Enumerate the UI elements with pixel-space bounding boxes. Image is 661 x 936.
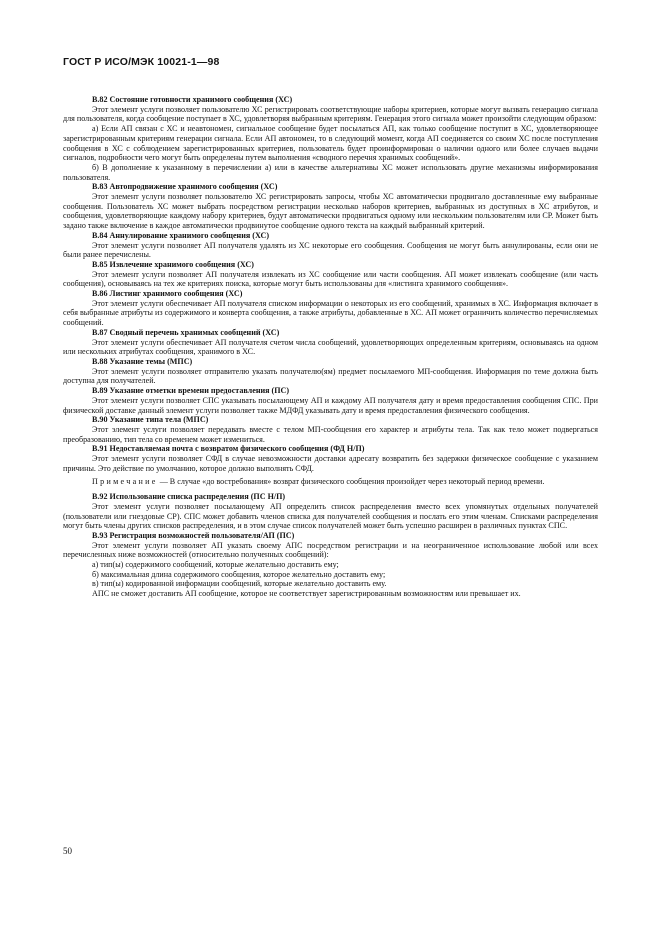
list-item: б) максимальная длина содержимого сообщения, которое желательно доставить ему; (92, 569, 386, 579)
document-body (63, 95, 598, 599)
section-heading: В.83 Автопродвижение хранимого сообщения (ХС) (92, 182, 278, 192)
paragraph: Этот элемент услуги позволяет передавать вместе с телом МП-сообщения его характер и атрибуты тела. Так как тело может подвергаться преобразованию, тип тела со временем может измениться. (63, 424, 598, 444)
section-b85 (63, 260, 598, 289)
section-heading: В.84 Аннулирование хранимого сообщения (ХС) (92, 230, 270, 240)
paragraph: Этот элемент услуги позволяет АП получателя извлекать из ХС сообщение или части сообщения. АП может извлекать сообщение (или часть сообщения), основываясь на тех же критериях поиска, которые могут быть использованы для «листинга хранимого сообщения». (63, 269, 598, 289)
section-heading: В.82 Состояние готовности хранимого сообщения (ХС) (92, 95, 293, 104)
paragraph: Этот элемент услуги позволяет пользователю ХС регистрировать запросы, чтобы ХС автоматически продвигало доставленные ему выбранные сообщения. Пользователь ХС может выбрать посредством регистрации несколько наборов критериев, выбранных из доступных в ХС атрибутов, и сообщения, удовлетворяющие каждому набору критериев, будут автоматически продвигаться одному или нескольким пользователям или СР. Может быть задано также включение в каждое автоматически продвинутое сообщение одного текста на каждый выбранный критерий. (63, 192, 598, 231)
section-b93 (63, 531, 598, 599)
section-b84 (63, 231, 598, 260)
paragraph: АПС не сможет доставить АП сообщение, которое не соответствует зарегистрированным возможностям или превышает их. (92, 589, 521, 599)
section-heading: В.88 Указание темы (МПС) (92, 356, 193, 366)
paragraph: Этот элемент услуги обеспечивает АП получателя счетом числа сообщений, удовлетворяющих определенным критериям, основываясь на одном или нескольких атрибутах сообщения, хранимого в ХС. (63, 337, 598, 357)
section-b82 (63, 95, 598, 182)
section-b88 (63, 357, 598, 386)
paragraph: Этот элемент услуги позволяет посылающему АП определить список распределения вместо всех упомянутых отдельных получателей (пользователи или гнездовые СР). СПС может добавить членов списка для получателей сообщения и послать его этим членам. Списками распределения могут быть члены других списков распределения, и в этом случае список получателей может быть успешно расширен в различных пунктах СПС. (63, 501, 598, 531)
section-heading: В.91 Недоставляемая почта с возвратом физического сообщения (ФД Н/П) (92, 444, 365, 454)
paragraph: Этот элемент услуги позволяет СПС указывать посылающему АП и каждому АП получателя дату и время предоставления сообщения СПС. При физической доставке данный элемент услуги позволяет также МДФД указывать дату и время предоставления физического сообщения. (63, 395, 598, 415)
paragraph: Этот элемент услуги позволяет пользователю ХС регистрировать соответствующие наборы критериев, которые могут вызвать генерацию сигнала для пользователя, когда сообщение поступает в ХС, удовлетворяя выбранным критериям. Генерация этого сигнала может произойти следующим образом: (63, 104, 598, 124)
section-b90 (63, 415, 598, 444)
paragraph: Этот элемент услуги позволяет АП указать своему АПС посредством регистрации и на неограниченное использование любой или всех перечисленных ниже возможностей (относительно полученных сообщений): (63, 540, 598, 560)
section-b83 (63, 182, 598, 231)
section-heading: В.87 Сводный перечень хранимых сообщений (ХС) (92, 327, 280, 337)
section-b92 (63, 492, 598, 531)
paragraph: Этот элемент услуги позволяет отправителю указать получателю(ям) предмет посылаемого МП-сообщения. Информация по теме должна быть доступна для получателей. (63, 366, 598, 386)
paragraph: Этот элемент услуги обеспечивает АП получателя списком информации о некоторых из его сообщений, хранимых в ХС. Информация включает в себя выбранные атрибуты из содержимого и конверта сообщения, а также атрибуты, добавленные в ХС. АП может ограничить количество перечисляемых сообщений. (63, 298, 598, 328)
paragraph: а) Если АП связан с ХС и неавтономен, сигнальное сообщение будет посылаться АП, как только сообщение поступит в ХС, удовлетворяющее зарегистрированным критериям генерации сигнала. Если АП автономен, то в следующий момент, когда АП соединяется со своим ХС после поступления сообщения в ХС с соблюдением зарегистрированных критериев, пользователь будет проинформирован о наличии одного или более случаев выдачи сигналов, подробности чего могут быть определены путем выполнения «сводного перечня хранимых сообщений». (63, 124, 598, 163)
paragraph: Этот элемент услуги позволяет СФД в случае невозможности доставки адресату возвратить без задержки физическое сообщение с указанием причины. Это действие по умолчанию, которое должно выполнять СФД. (63, 454, 598, 473)
note (63, 477, 598, 487)
section-heading: В.92 Использование списка распределения (ПС Н/П) (92, 492, 286, 502)
section-heading: В.86 Листинг хранимого сообщения (ХС) (92, 289, 243, 299)
note-text: — В случае «до востребования» возврат физического сообщения произойдет через некоторый период времени. (159, 477, 545, 487)
section-b89 (63, 386, 598, 415)
paragraph: Этот элемент услуги позволяет АП получателя удалять из ХС некоторые его сообщения. Сообщения не могут быть аннулированы, если они не были ранее перечислены. (63, 240, 598, 260)
section-heading: В.89 Указание отметки времени предоставления (ПС) (92, 386, 290, 396)
paragraph: б) В дополнение к указанному в перечислении а) или в качестве альтернативы ХС может использовать другие механизмы информирования пользователя. (63, 162, 598, 182)
section-heading: В.90 Указание типа тела (МПС) (92, 415, 209, 425)
section-b86 (63, 289, 598, 328)
section-heading: В.85 Извлечение хранимого сообщения (ХС) (92, 259, 254, 269)
list-item: а) тип(ы) содержимого сообщений, которые желательно доставить ему; (92, 560, 339, 570)
section-b91 (63, 444, 598, 473)
document-header: ГОСТ Р ИСО/МЭК 10021-1—98 (63, 56, 220, 68)
page-number: 50 (63, 846, 72, 856)
list-item: в) тип(ы) кодированной информации сообщений, которые желательно доставить ему. (92, 579, 387, 589)
section-heading: В.93 Регистрация возможностей пользователя/АП (ПС) (92, 530, 295, 540)
note-label: Примечание (92, 477, 158, 487)
section-b87 (63, 328, 598, 357)
